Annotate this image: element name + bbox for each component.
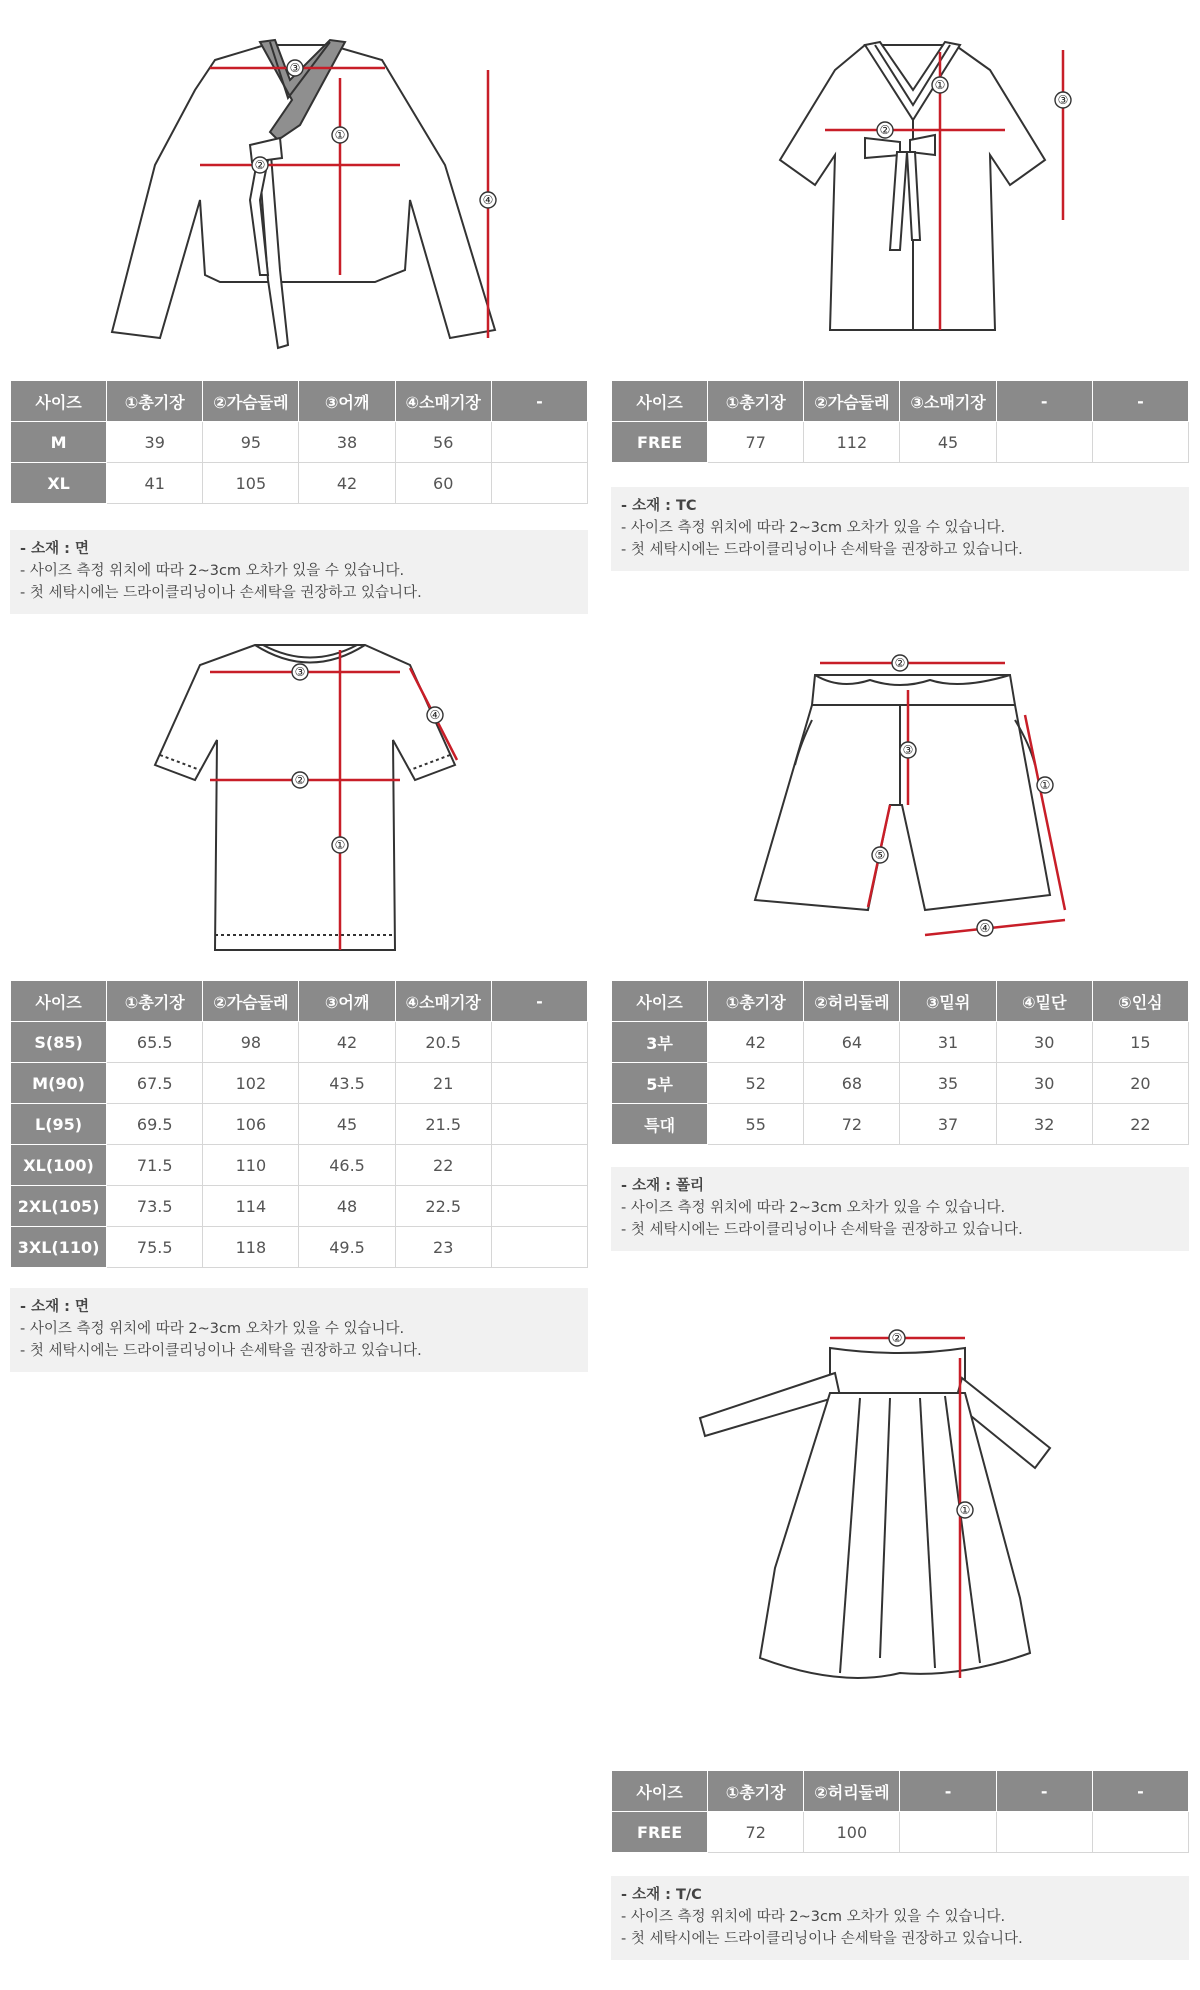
table-header: ②허리둘레 (804, 1771, 900, 1812)
table-header: ①총기장 (708, 381, 804, 422)
table-header: ③밑위 (900, 981, 996, 1022)
note-line: - 첫 세탁시에는 드라이클리닝이나 손세탁을 권장하고 있습니다. (621, 542, 1023, 558)
table-cell: 20 (1092, 1063, 1188, 1104)
notes-robe (611, 487, 1189, 571)
table-cell (996, 422, 1092, 463)
marker-1: ① (334, 128, 346, 142)
table-cell: 45 (900, 422, 996, 463)
size-cell: L(95) (11, 1104, 107, 1145)
table-row (11, 1186, 588, 1227)
table-row (11, 1227, 588, 1268)
table-cell: 95 (203, 422, 299, 463)
table-header-row (612, 1771, 1189, 1812)
marker-2: ② (894, 656, 906, 670)
table-header: ②가슴둘레 (203, 381, 299, 422)
marker-2: ② (879, 123, 891, 137)
size-cell: FREE (612, 1812, 708, 1853)
table-header: ②가슴둘레 (203, 981, 299, 1022)
size-cell: M (11, 422, 107, 463)
note-line: - 사이즈 측정 위치에 따라 2~3cm 오차가 있을 수 있습니다. (621, 1200, 1006, 1216)
table-header-row (612, 981, 1189, 1022)
table-cell: 41 (107, 463, 203, 504)
table-cell: 114 (203, 1186, 299, 1227)
notes-jeogori (10, 530, 588, 614)
table-cell (491, 422, 587, 463)
table-cell: 32 (996, 1104, 1092, 1145)
table-cell: 38 (299, 422, 395, 463)
table-cell: 15 (1092, 1022, 1188, 1063)
table-header: ②가슴둘레 (804, 381, 900, 422)
notes-skirt (611, 1876, 1189, 1960)
table-cell: 77 (708, 422, 804, 463)
size-table-tshirt (10, 980, 588, 1268)
table-row (11, 1022, 588, 1063)
table-row (11, 463, 588, 504)
table-header: 사이즈 (612, 1771, 708, 1812)
marker-3: ③ (902, 743, 914, 757)
table-cell: 110 (203, 1145, 299, 1186)
table-header-row (11, 381, 588, 422)
material-line: - 소재 : 면 (20, 1299, 89, 1315)
size-table-jeogori (10, 380, 588, 504)
marker-5: ⑤ (874, 848, 886, 862)
notes-shorts (611, 1167, 1189, 1251)
table-cell (491, 1022, 587, 1063)
note-line: - 첫 세탁시에는 드라이클리닝이나 손세탁을 권장하고 있습니다. (20, 1343, 422, 1359)
table-header: ④소매기장 (395, 381, 491, 422)
marker-1: ① (1039, 778, 1051, 792)
marker-3: ③ (294, 665, 306, 679)
table-cell: 105 (203, 463, 299, 504)
table-cell: 72 (708, 1812, 804, 1853)
table-cell: 42 (299, 463, 395, 504)
table-row (11, 1145, 588, 1186)
table-header: - (996, 1771, 1092, 1812)
marker-4: ④ (429, 708, 441, 722)
table-cell: 112 (804, 422, 900, 463)
table-cell: 64 (804, 1022, 900, 1063)
table-cell (491, 463, 587, 504)
table-header: ⑤인심 (1092, 981, 1188, 1022)
marker-4: ④ (979, 921, 991, 935)
size-cell: XL(100) (11, 1145, 107, 1186)
table-row (612, 422, 1189, 463)
table-header: ①총기장 (708, 1771, 804, 1812)
size-cell: 특대 (612, 1104, 708, 1145)
table-header: 사이즈 (612, 981, 708, 1022)
table-header: - (1092, 381, 1188, 422)
table-cell (900, 1812, 996, 1853)
table-cell: 42 (299, 1022, 395, 1063)
size-table-shorts (611, 980, 1189, 1145)
shorts-illustration (740, 645, 1100, 945)
table-header-row (612, 381, 1189, 422)
table-cell (491, 1145, 587, 1186)
table-cell (491, 1063, 587, 1104)
table-row (11, 1104, 588, 1145)
table-cell (491, 1186, 587, 1227)
size-cell: FREE (612, 422, 708, 463)
table-cell (491, 1227, 587, 1268)
table-cell: 35 (900, 1063, 996, 1104)
table-cell: 42 (708, 1022, 804, 1063)
table-cell: 23 (395, 1227, 491, 1268)
table-header: ①총기장 (107, 981, 203, 1022)
table-header: ④소매기장 (395, 981, 491, 1022)
material-line: - 소재 : TC (621, 498, 697, 514)
table-header: ②허리둘레 (804, 981, 900, 1022)
marker-1: ① (934, 78, 946, 92)
table-cell: 67.5 (107, 1063, 203, 1104)
size-table-robe (611, 380, 1189, 463)
table-cell (491, 1104, 587, 1145)
table-row (612, 1104, 1189, 1145)
material-line: - 소재 : T/C (621, 1887, 702, 1903)
table-cell: 22 (1092, 1104, 1188, 1145)
table-cell: 31 (900, 1022, 996, 1063)
table-cell: 75.5 (107, 1227, 203, 1268)
table-header: ①총기장 (107, 381, 203, 422)
table-cell: 46.5 (299, 1145, 395, 1186)
size-cell: XL (11, 463, 107, 504)
size-cell: M(90) (11, 1063, 107, 1104)
table-header: - (996, 381, 1092, 422)
marker-4: ④ (482, 193, 494, 207)
table-row (11, 422, 588, 463)
table-cell: 68 (804, 1063, 900, 1104)
material-value: TC (675, 498, 697, 514)
table-cell: 65.5 (107, 1022, 203, 1063)
jeogori-illustration (100, 20, 500, 350)
table-cell: 69.5 (107, 1104, 203, 1145)
table-header: 사이즈 (612, 381, 708, 422)
marker-3: ③ (1057, 93, 1069, 107)
table-cell: 73.5 (107, 1186, 203, 1227)
size-cell: 3부 (612, 1022, 708, 1063)
table-header: ③어깨 (299, 381, 395, 422)
skirt-illustration (690, 1318, 1070, 1738)
marker-2: ② (891, 1331, 903, 1345)
note-line: - 사이즈 측정 위치에 따라 2~3cm 오차가 있을 수 있습니다. (621, 520, 1006, 536)
table-cell: 98 (203, 1022, 299, 1063)
material-value: 폴리 (675, 1178, 704, 1194)
table-header: - (491, 981, 587, 1022)
table-cell: 21.5 (395, 1104, 491, 1145)
table-header: - (900, 1771, 996, 1812)
table-cell (996, 1812, 1092, 1853)
table-cell: 22.5 (395, 1186, 491, 1227)
table-cell: 21 (395, 1063, 491, 1104)
table-cell: 45 (299, 1104, 395, 1145)
table-cell: 37 (900, 1104, 996, 1145)
table-cell (1092, 422, 1188, 463)
marker-3: ③ (289, 61, 301, 75)
table-cell: 48 (299, 1186, 395, 1227)
table-cell: 20.5 (395, 1022, 491, 1063)
note-line: - 첫 세탁시에는 드라이클리닝이나 손세탁을 권장하고 있습니다. (20, 585, 422, 601)
size-table-skirt (611, 1770, 1189, 1853)
table-cell: 102 (203, 1063, 299, 1104)
table-cell: 30 (996, 1063, 1092, 1104)
table-cell: 60 (395, 463, 491, 504)
marker-1: ① (334, 838, 346, 852)
marker-2: ② (294, 773, 306, 787)
table-cell: 118 (203, 1227, 299, 1268)
material-line: - 소재 : 면 (20, 541, 89, 557)
material-line: - 소재 : 폴리 (621, 1178, 704, 1194)
table-header: ③어깨 (299, 981, 395, 1022)
table-row (612, 1022, 1189, 1063)
table-cell: 56 (395, 422, 491, 463)
tshirt-illustration (145, 630, 475, 960)
note-line: - 사이즈 측정 위치에 따라 2~3cm 오차가 있을 수 있습니다. (20, 1321, 405, 1337)
table-cell: 100 (804, 1812, 900, 1853)
table-cell (1092, 1812, 1188, 1853)
size-cell: 5부 (612, 1063, 708, 1104)
table-cell: 39 (107, 422, 203, 463)
table-cell: 106 (203, 1104, 299, 1145)
table-header: ④밑단 (996, 981, 1092, 1022)
table-cell: 71.5 (107, 1145, 203, 1186)
table-header-row (11, 981, 588, 1022)
robe-illustration (735, 30, 1095, 340)
size-cell: 3XL(110) (11, 1227, 107, 1268)
table-cell: 49.5 (299, 1227, 395, 1268)
marker-2: ② (254, 158, 266, 172)
table-cell: 30 (996, 1022, 1092, 1063)
table-cell: 43.5 (299, 1063, 395, 1104)
table-cell: 22 (395, 1145, 491, 1186)
note-line: - 첫 세탁시에는 드라이클리닝이나 손세탁을 권장하고 있습니다. (621, 1931, 1023, 1947)
material-value: T/C (675, 1887, 702, 1903)
material-value: 면 (74, 541, 89, 557)
table-header: ③소매기장 (900, 381, 996, 422)
table-header: 사이즈 (11, 981, 107, 1022)
table-header: ①총기장 (708, 981, 804, 1022)
table-cell: 55 (708, 1104, 804, 1145)
size-cell: 2XL(105) (11, 1186, 107, 1227)
table-header: - (1092, 1771, 1188, 1812)
note-line: - 첫 세탁시에는 드라이클리닝이나 손세탁을 권장하고 있습니다. (621, 1222, 1023, 1238)
note-line: - 사이즈 측정 위치에 따라 2~3cm 오차가 있을 수 있습니다. (621, 1909, 1006, 1925)
table-header: 사이즈 (11, 381, 107, 422)
table-row (612, 1812, 1189, 1853)
marker-1: ① (959, 1503, 971, 1517)
table-cell: 72 (804, 1104, 900, 1145)
table-row (612, 1063, 1189, 1104)
size-cell: S(85) (11, 1022, 107, 1063)
table-cell: 52 (708, 1063, 804, 1104)
notes-tshirt (10, 1288, 588, 1372)
material-value: 면 (74, 1299, 89, 1315)
note-line: - 사이즈 측정 위치에 따라 2~3cm 오차가 있을 수 있습니다. (20, 563, 405, 579)
table-header: - (491, 381, 587, 422)
table-row (11, 1063, 588, 1104)
